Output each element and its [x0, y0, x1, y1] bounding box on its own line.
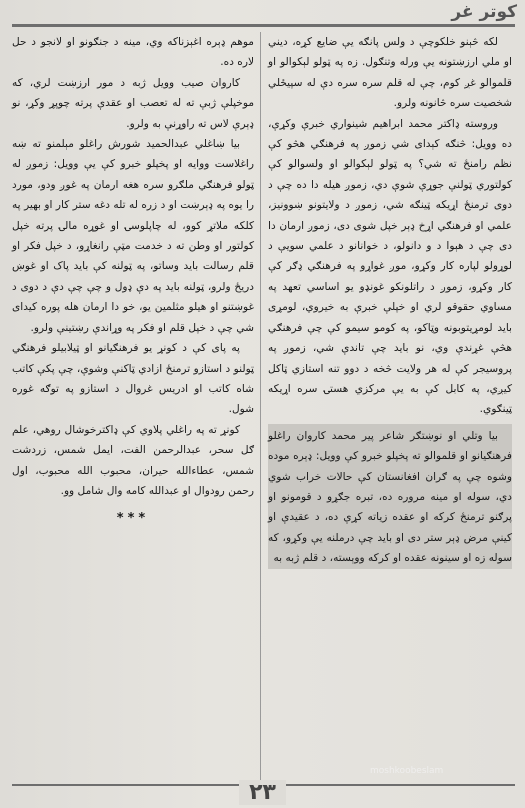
left-paragraph: بيا ښاغلي عبدالحميد شورش راغلو مېلمنو ته ښه راغلاست ووايه او پخپلو خبرو کې يې وويل: زموږ له ټولو فرهنګي ملګرو سره هغه ارمان په غوږ ودو، مورد را يوه په ډېرښت او د زره له تله دغه ستر کار او بهير په کلکه ملاتړ کوو، له چاپلوسۍ او غوړه مالۍ پرته خپل کولتور او وطن ته د خدمت مټې رانغاړو، د خپل فکر او قلم رسالت بايد وساتو، په ټولنه کې بايد پاک او غوښ دريځ ولرو، ټولنه بايد په دې ډول و چې چې دې د دوی د غوښتنو او هيلو مثلمين يو، خو دا ارمان هله پوره کيدای شي چې د خپل قلم او فکر په وړاندې رښتينې ولرو. [12, 138, 254, 334]
left-paragraph: کونړ ته په راغلي پلاوي کې ډاکترخوشال روهي، علم ګل سحر، عبدالرحمن الفت، ايمل شمس، زردشت شمس، عطاءالله حيران، محبوب الله محبوب، اول رحمن رودوال او عبدالله کامه وال شامل وو. [12, 423, 254, 497]
left-paragraph: په پای کې د کونړ يو فرهنګيانو او ټيلابيلو فرهنګي ټولنو د استازو ترمنځ ازادي ټاکنې وشوې، چې پکې کاتب شاه کاتب او ادريس غروال د استازو په توګه غوره شول. [12, 342, 254, 416]
page-number [0, 780, 525, 805]
left-column [12, 32, 254, 530]
shaded-box [268, 424, 512, 569]
header-rule [12, 24, 515, 27]
column-divider [260, 32, 261, 782]
left-paragraph: موهم ډېره اغېزناکه وي، مينه د جنګونو او لانجو د حل لاره ده. [12, 36, 254, 69]
left-paragraph: کاروان صيب وويل ژبه د مور ارزښت لري، که موخپلې ژبې ته له تعصب او عقدې پرته چوپړ وکړ، نو ډېرې لاس ته راوړنې به ولرو. [12, 76, 254, 130]
right-column [268, 32, 512, 569]
section-end-stars: *** [116, 511, 150, 527]
page-number-text: ۲۳ [239, 780, 286, 805]
right-paragraph: وروسته ډاکتر محمد ابراهيم شينواري خبرې وکړې، ده وويل: څنګه کېدای شي زموږ په فرهنګي هڅو کې نظم رامنځ ته شي؟ په ټولو لېکوالو او ولسوالو کې کولتوري ټولنې جوړې شوې دي، زموږ هيله دا ده چې د دوی ترمنځ اړيکه ټينګه شي، زموږ د ولايتونو ښوونيز، علمي او فرهنګي اړخ ډېر خپل شوی دی، زموږ ارمان دا دی چې د هېوا د و دانولو، د خوانانو د علمي سويې د لوړولو لپاره کار وکړو، موږ غواړو په فرهنګي ډګر کې کار وکړو، زموږ د راتلونکو غونډو يو اساسي تعهد په مساوي حقوقو لري او خپلې خبرې به خيروي، لومړی بايد لومړيتوبونه وټاکو، په کومو سيمو کې چې فرهنګي هڅې غړندې وي، نو بايد چې تاندې شي، زموږ په پروسيجر کې له هر ولايت څخه د دوو تنه استازي ټاکل کيږي، په کابل کې به يې مرکزي هستۍ سره اړيکه ټينګوي. [268, 117, 512, 416]
page-header-title: کوتر غر [451, 2, 517, 22]
shaded-paragraph: بيا وتلي او نوښتګر شاعر پير محمد کاروان راغلو فرهنګيانو او قلموالو ته پخپلو خبرو کې وويل: ډېره موده وشوه چې په ګران افغانستان کې حالات خراب شوي دي، سوله او مينه مروره ده، تبره جګړو د قومونو او پرګنو ترمنځ کرکه او عقده زياته کړې ده، د عقيدې او کينې مرض ډېر ستر دی او بايد چې درملنه يې وکړو، که سوله زه او سينونه عقده او کرکه ووېسته، د قلم ژبه به [268, 429, 512, 565]
watermark-text: moshkoobeslam [370, 766, 444, 776]
right-paragraph: لکه څېنو خلکوچې د ولس پانګه يې ضايع کړه، ديني او ملي ارزښتونه يې ورله وتنګول. زه په ټولو لېکوالو او قلموالو غږ کوم، چې له قلم سره سره دې له سپيځلي شخصيت سره څانونه ولرو. [268, 36, 512, 110]
